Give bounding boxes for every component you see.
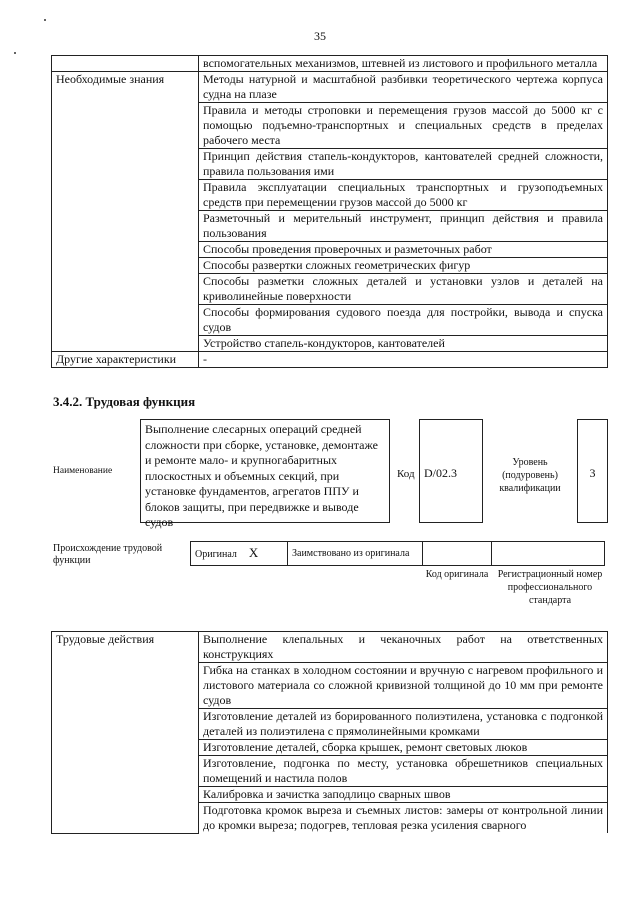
code-label: Код xyxy=(397,468,415,480)
origin-table xyxy=(190,541,605,566)
origin-label: Происхождение трудовой функции xyxy=(53,543,163,566)
table-cell: Изготовление деталей из борированного полиэтилена, установка с подгонкой деталей из полиэтилена с прямолинейными кромками xyxy=(199,709,608,740)
function-name-box: Выполнение слесарных операций средней сложности при сборке, установке, демонтаже и ремонте мало- и крупногабаритных плоскостных и объемных секций, при установке фундаментов, агрегатов ППУ и блоков защиты, при передвижке и выводе судов xyxy=(140,419,390,523)
row-label: Другие характеристики xyxy=(52,352,199,368)
knowledge-table xyxy=(51,55,608,368)
level-label: Уровень (подуровень) квалификации xyxy=(499,457,561,494)
actions-table xyxy=(51,631,608,834)
table-cell: Гибка на станках в холодном состоянии и вручную с нагревом профильного и листового материала со сложной кривизной толщиной до 10 мм при ремонте судов xyxy=(199,663,608,709)
table-cell: Подготовка кромок выреза и съемных листов: замеры от контрольной линии до кромки выреза; подогрев, тепловая резка усиления сварного xyxy=(199,803,608,834)
scan-mark xyxy=(44,19,46,21)
original-mark: X xyxy=(248,545,259,560)
table-cell: Правила и методы строповки и перемещения грузов массой до 5000 кг с помощью подъемно-транспортных и специальных средств в пределах рабочего места xyxy=(199,103,608,149)
borrowed-cell: Заимствовано из оригинала xyxy=(288,542,423,566)
table-cell: Способы развертки сложных геометрических фигур xyxy=(199,258,608,274)
table-cell: Изготовление, подгонка по месту, установка обрешетников специальных помещений и настила полов xyxy=(199,756,608,787)
table-row xyxy=(52,632,608,663)
reg-number-label: Регистрационный номер профессионального стандарта xyxy=(497,569,603,606)
table-cell: Способы разметки сложных деталей и установки узлов и деталей на криволинейные поверхности xyxy=(199,274,608,305)
table-cell: Правила эксплуатации специальных транспортных и грузоподъемных средств при перемещении грузов массой до 5000 кг xyxy=(199,180,608,211)
section-heading: 3.4.2. Трудовая функция xyxy=(53,394,196,409)
table-cell: Калибровка и зачистка заподлицо сварных швов xyxy=(199,787,608,803)
code-value: D/02.3 xyxy=(424,466,457,480)
table-cell: вспомогательных механизмов, штевней из листового и профильного металла xyxy=(199,56,608,72)
name-label: Наименование xyxy=(53,466,113,476)
table-cell: Способы формирования судового поезда для постройки, вывода и спуска судов xyxy=(199,305,608,336)
table-cell: Выполнение клепальных и чеканочных работ на ответственных конструкциях xyxy=(199,632,608,663)
original-cell xyxy=(191,542,288,566)
table-row xyxy=(52,72,608,103)
page-number: 35 xyxy=(314,29,326,43)
table-row xyxy=(52,352,608,368)
table-cell: Разметочный и мерительный инструмент, принцип действия и правила пользования xyxy=(199,211,608,242)
level-value: 3 xyxy=(589,466,596,480)
reg-number-cell xyxy=(492,542,605,566)
scan-mark xyxy=(14,52,16,54)
row-label xyxy=(52,56,199,72)
table-cell: Устройство стапель-кондукторов, кантователей xyxy=(199,336,608,352)
table-row xyxy=(52,56,608,72)
row-label: Необходимые знания xyxy=(52,72,199,352)
table-cell: Принцип действия стапель-кондукторов, кантователей средней сложности, правила пользования ими xyxy=(199,149,608,180)
original-label: Оригинал xyxy=(195,549,237,560)
table-cell: Изготовление деталей, сборка крышек, ремонт световых люков xyxy=(199,740,608,756)
code-original-label: Код оригинала xyxy=(425,569,489,580)
table-cell: Способы проведения проверочных и разметочных работ xyxy=(199,242,608,258)
table-row xyxy=(191,542,605,566)
table-cell: Методы натурной и масштабной разбивки теоретического чертежа корпуса судна на плазе xyxy=(199,72,608,103)
code-original-cell xyxy=(423,542,492,566)
table-cell: - xyxy=(199,352,608,368)
row-label: Трудовые действия xyxy=(52,632,199,834)
